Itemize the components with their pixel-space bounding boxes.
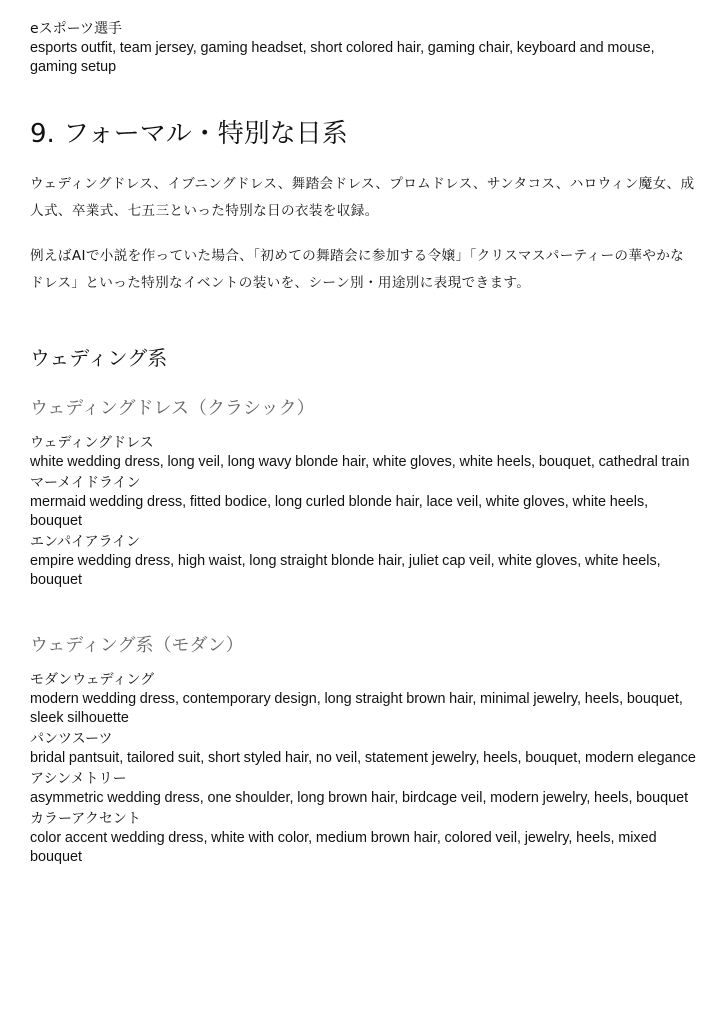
group-heading-modern: ウェディング系（モダン） <box>30 635 244 656</box>
list-item <box>30 729 698 768</box>
item-prompt: modern wedding dress, contemporary design, long straight brown hair, minimal jewelry, heels, bouquet, sleek silhouette <box>30 691 683 726</box>
section-heading: 9. フォーマル・特別な日系 <box>30 119 348 149</box>
item-prompt: asymmetric wedding dress, one shoulder, long brown hair, birdcage veil, modern jewelry, heels, bouquet <box>30 790 689 806</box>
list-item <box>30 769 698 808</box>
item-title: ウェディングドレス <box>30 435 154 451</box>
item-title: アシンメトリー <box>30 771 127 787</box>
item-title: パンツスーツ <box>30 731 113 747</box>
section-paragraph-1: ウェディングドレス、イブニングドレス、舞踏会ドレス、プロムドレス、サンタコス、ハロウィン魔女、成人式、卒業式、七五三といった特別な日の衣装を収録。 <box>30 176 695 219</box>
list-item-esports <box>30 19 698 77</box>
item-prompt: color accent wedding dress, white with color, medium brown hair, colored veil, jewelry, heels, mixed bouquet <box>30 830 657 865</box>
item-title: eスポーツ選手 <box>30 21 123 37</box>
list-item <box>30 532 698 590</box>
document-page <box>30 18 698 867</box>
item-prompt: bridal pantsuit, tailored suit, short styled hair, no veil, statement jewelry, heels, bouquet, modern elegance <box>30 750 696 766</box>
item-prompt: white wedding dress, long veil, long wavy blonde hair, white gloves, white heels, bouquet, cathedral train <box>30 454 690 470</box>
item-title: マーメイドライン <box>30 475 141 491</box>
item-title: エンパイアライン <box>30 534 141 550</box>
item-title: カラーアクセント <box>30 811 141 827</box>
list-item <box>30 473 698 531</box>
category-heading: ウェディング系 <box>30 346 168 370</box>
item-prompt: esports outfit, team jersey, gaming headset, short colored hair, gaming chair, keyboard and mouse, gaming setup <box>30 40 655 75</box>
section-paragraph-2: 例えばAIで小説を作っていた場合、「初めての舞踏会に参加する令嬢」「クリスマスパーティーの華やかなドレス」といった特別なイベントの装いを、シーン別・用途別に表現できます。 <box>30 248 685 291</box>
list-item <box>30 809 698 867</box>
list-item <box>30 433 698 472</box>
item-prompt: mermaid wedding dress, fitted bodice, long curled blonde hair, lace veil, white gloves, white heels, bouquet <box>30 494 649 529</box>
item-prompt: empire wedding dress, high waist, long straight blonde hair, juliet cap veil, white gloves, white heels, bouquet <box>30 553 661 588</box>
group-heading-classic: ウェディングドレス（クラシック） <box>30 398 315 419</box>
list-item <box>30 670 698 728</box>
item-title: モダンウェディング <box>30 672 155 688</box>
